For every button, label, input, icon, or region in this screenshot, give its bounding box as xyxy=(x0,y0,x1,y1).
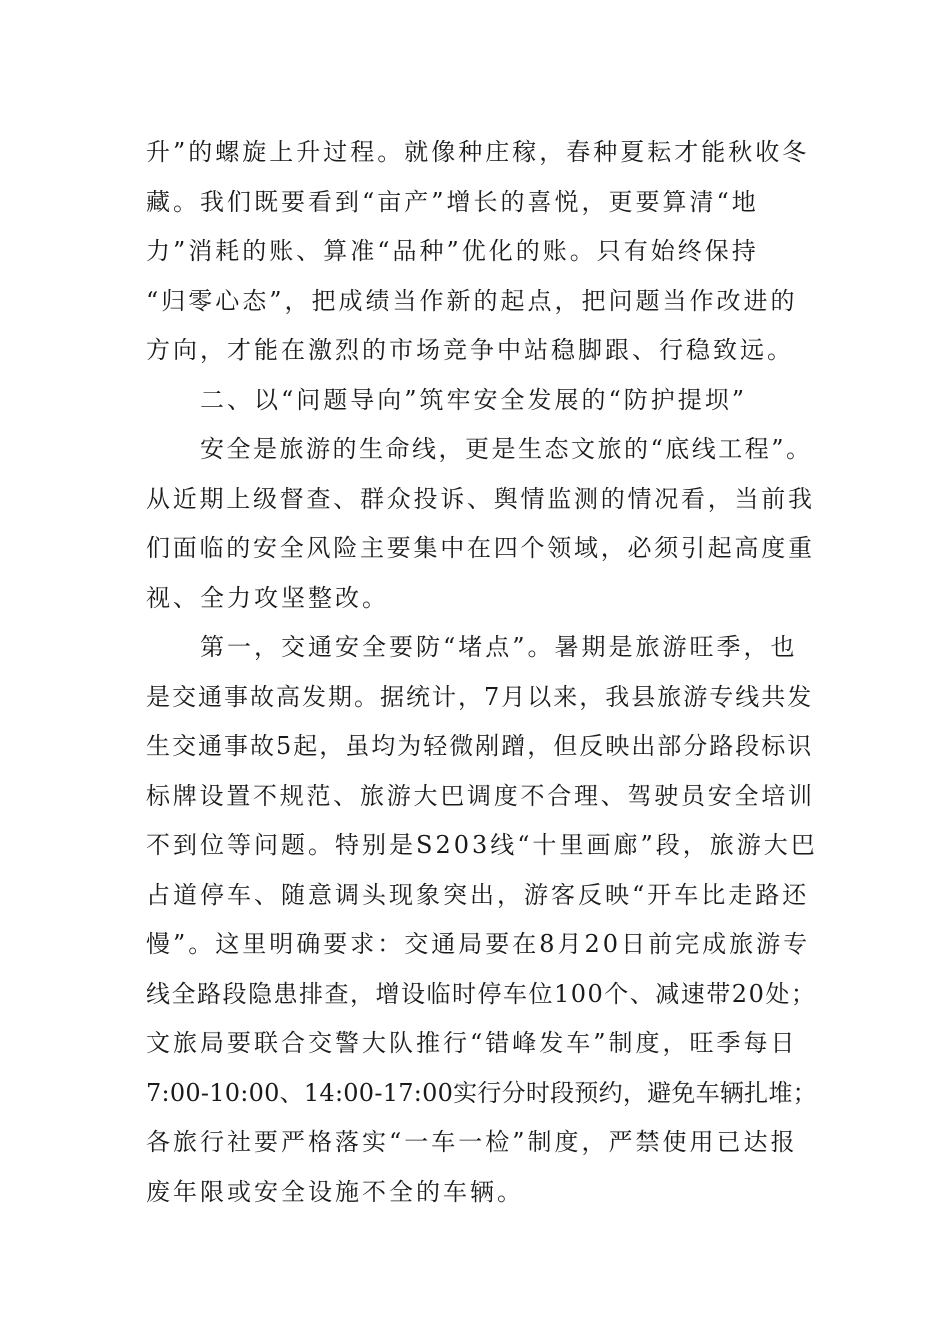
text-line: 生交通事故5起，虽均为轻微剐蹭，但反映出部分路段标识 xyxy=(146,732,814,760)
text-line: 安全是旅游的生命线，更是生态文旅的“底线工程”。 xyxy=(200,435,813,463)
text-line: 升”的螺旋上升过程。就像种庄稼，春种夏耘才能秋收冬 xyxy=(146,138,810,166)
text-line: 方向，才能在激烈的市场竞争中站稳脚跟、行稳致远。 xyxy=(146,336,794,364)
text-line: 文旅局要联合交警大队推行“错峰发车”制度，旺季每日 xyxy=(146,1029,798,1057)
text-line: 第一，交通安全要防“堵点”。暑期是旅游旺季，也 xyxy=(200,633,798,661)
text-line: 7:00-10:00、14:00-17:00实行分时段预约，避免车辆扎堆； xyxy=(146,1078,817,1107)
text-line: 不到位等问题。特别是S203线“十里画廊”段，旅游大巴 xyxy=(146,831,818,859)
text-line: 各旅行社要严格落实“一车一检”制度，严禁使用已达报 xyxy=(146,1128,798,1156)
text-line: 二、以“问题导向”筑牢安全发展的“防护提坝” xyxy=(200,385,748,414)
text-line: 力”消耗的账、算准“品种”优化的账。只有始终保持 xyxy=(146,237,759,265)
text-line: 从近期上级督查、群众投诉、舆情监测的情况看，当前我 xyxy=(146,484,815,513)
text-line: 是交通事故高发期。据统计，7月以来，我县旅游专线共发 xyxy=(146,682,814,711)
text-line: 慢”。这里明确要求：交通局要在8月20日前完成旅游专 xyxy=(146,930,811,958)
text-line: “归零心态”，把成绩当作新的起点，把问题当作改进的 xyxy=(146,286,798,315)
text-line: 们面临的安全风险主要集中在四个领域，必须引起高度重 xyxy=(146,534,815,562)
text-line: 标牌设置不规范、旅游大巴调度不合理、驾驶员安全培训 xyxy=(146,781,815,810)
text-line: 占道停车、随意调头现象突出，游客反映“开车比走路还 xyxy=(146,880,810,909)
text-line: 视、全力攻坚整改。 xyxy=(146,583,389,612)
text-line: 废年限或安全设施不全的车辆。 xyxy=(146,1177,524,1206)
text-line: 线全路段隐患排查，增设临时停车位100个、减速带20处； xyxy=(146,979,817,1008)
text-line: 藏。我们既要看到“亩产”增长的喜悦，更要算清“地 xyxy=(146,187,759,216)
document-body xyxy=(146,128,818,1217)
